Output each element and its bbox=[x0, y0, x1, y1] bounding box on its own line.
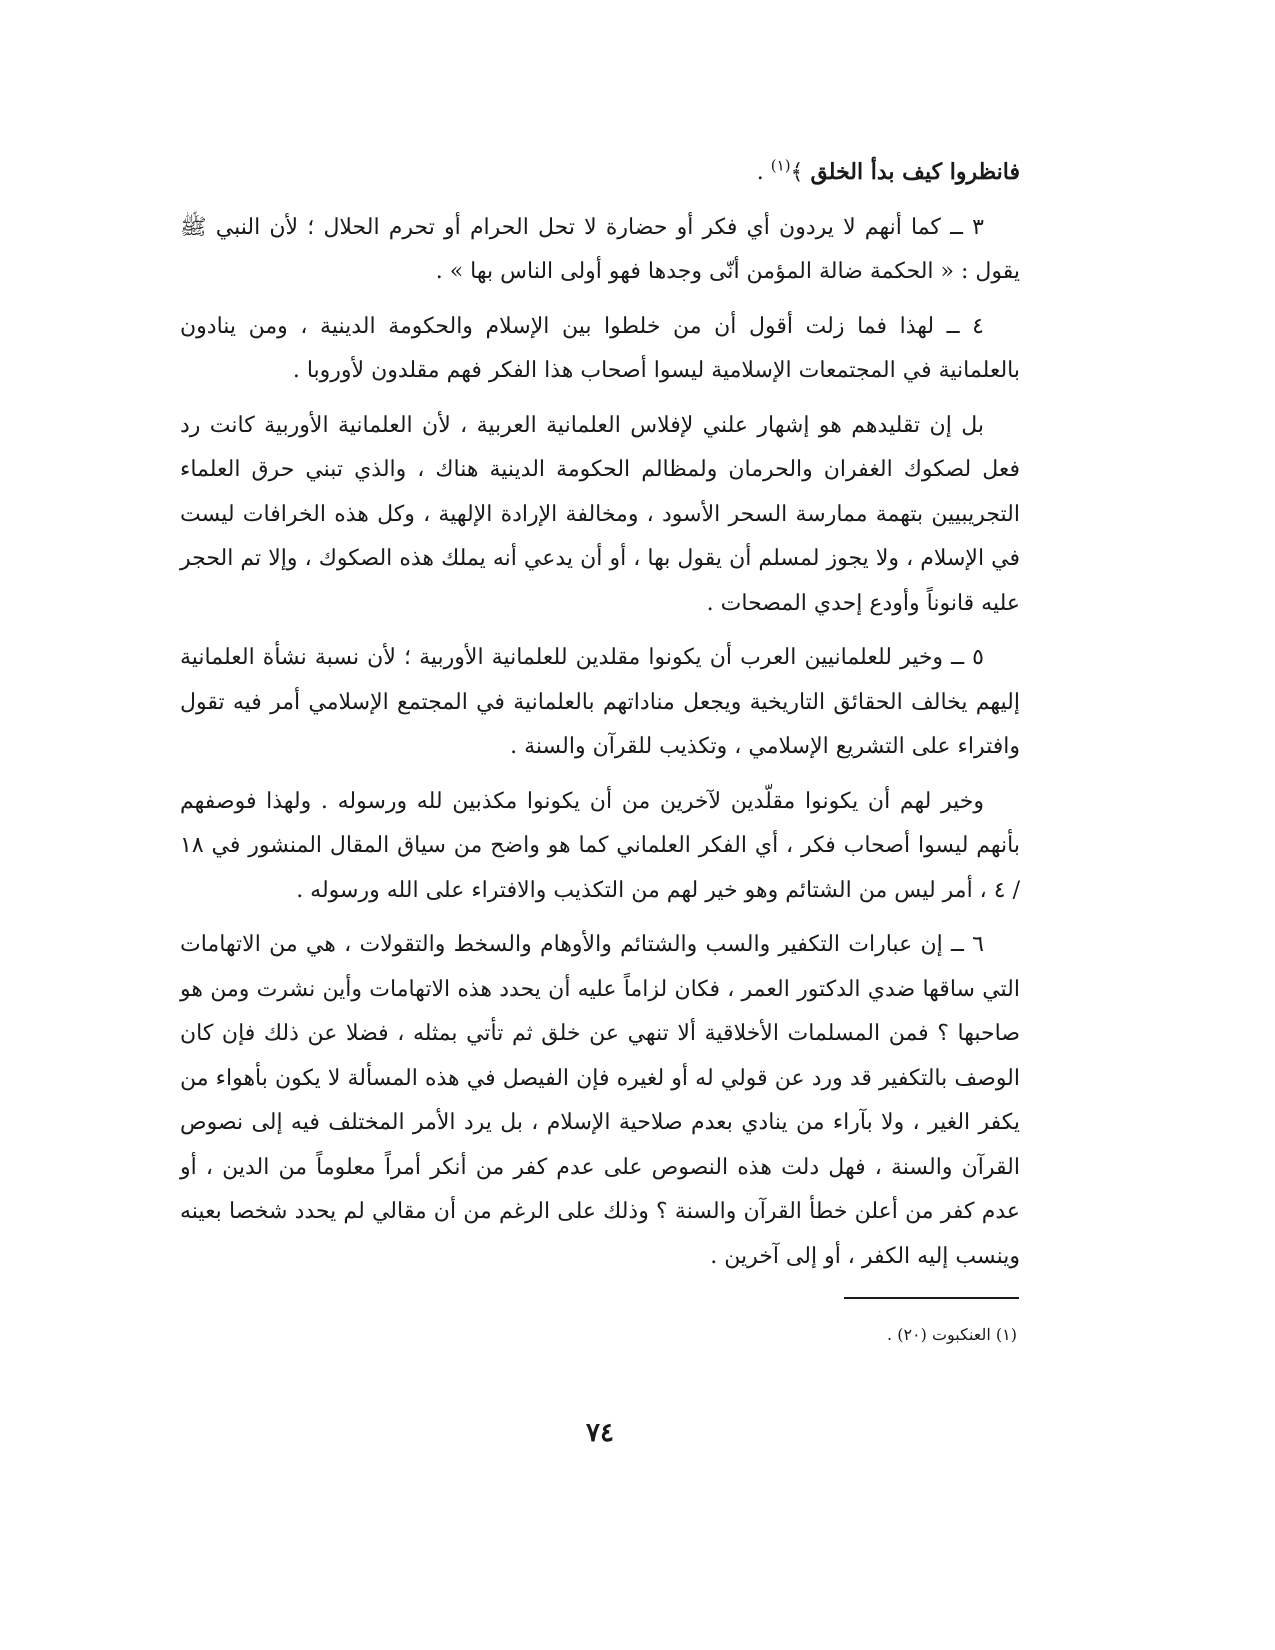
paragraph-5-continuation: وخير لهم أن يكونوا مقلّدين لآخرين من أن يكونوا مكذبين لله ورسوله . ولهذا فوصفهم بأنهم ليسوا أصحاب فكر ، أي الفكر العلماني كما هو واضح من سياق المقال المنشور في ١٨ / ٤ ، أمر ليس من الشتائم وهو خير لهم من التكذيب والافتراء على الله ورسوله . bbox=[180, 788, 1020, 903]
page-number: ٧٤ bbox=[586, 1418, 614, 1448]
paragraph-4: ٤ ــ لهذا فما زلت أقول أن من خلطوا بين الإسلام والحكومة الدينية ، ومن ينادون بالعلمانية في المجتمعات الإسلامية ليسوا أصحاب هذا الفكر فهم مقلدون لأوروبا . bbox=[180, 313, 1020, 383]
opening-line-end: . bbox=[756, 160, 771, 185]
paragraph-4-continuation: بل إن تقليدهم هو إشهار علني لإفلاس العلمانية العربية ، لأن العلمانية الأوربية كانت رد فعل لصكوك الغفران والحرمان ولمظالم الحكومة الدينية هناك ، والذي تبني حرق العلماء التجريبيين بتهمة ممارسة السحر الأسود ، ومخالفة الإرادة الإلهية ، وكل هذه الخرافات ليست في الإسلام ، ولا يجوز لمسلم أن يقول بها ، أو أن يدعي أنه يملك هذه الصكوك ، وإلا تم الحجر عليه قانوناً وأودع إحدي المصحات . bbox=[180, 412, 1020, 616]
footnote-divider bbox=[844, 1297, 1019, 1299]
paragraph-5: ٥ ــ وخير للعلمانيين العرب أن يكونوا مقلدين للعلمانية الأوربية ؛ لأن نسبة نشأة العلمانية إليهم يخالف الحقائق التاريخية ويجعل مناداتهم بالعلمانية في المجتمع الإسلامي أمر فيه تقول وافتراء على التشريع الإسلامي ، وتكذيب للقرآن والسنة . bbox=[180, 645, 1020, 759]
footnote-reference: (١) bbox=[770, 156, 791, 175]
main-text bbox=[180, 150, 1020, 1289]
paragraph-6: ٦ ــ إن عبارات التكفير والسب والشتائم والأوهام والسخط والتقولات ، هي من الاتهامات التي ساقها ضدي الدكتور العمر ، فكان لزاماً عليه أن يحدد هذه الاتهامات وأين نشرت ومن هو صاحبها ؟ فمن المسلمات الأخلاقية ألا تنهي عن خلق ثم تأتي بمثله ، فضلا عن ذلك فإن كان الوصف بالتكفير قد ورد عن قولي له أو لغيره فإن الفيصل في هذه المسألة لا يكون بأهواء من يكفر الغير ، ولا بآراء من ينادي بعدم صلاحية الإسلام ، بل يرد الأمر المختلف فيه إلى نصوص القرآن والسنة ، فهل دلت هذه النصوص على عدم كفر من أنكر أمراً معلوماً من الدين ، أو عدم كفر من أعلن خطأ القرآن والسنة ؟ وذلك على الرغم من أن مقالي لم يحدد شخصا بعينه وينسب إليه الكفر ، أو إلى آخرين . bbox=[180, 932, 1020, 1269]
quote-closing-ornament: ﴾ bbox=[790, 160, 804, 185]
quran-quote: فانظروا كيف بدأ الخلق bbox=[810, 159, 1020, 185]
paragraph-3: ٣ ــ كما أنهم لا يردون أي فكر أو حضارة لا تحل الحرام أو تحرم الحلال ؛ لأن النبي ﷺ يقول : « الحكمة ضالة المؤمن أنّى وجدها فهو أولى الناس بها » . bbox=[180, 214, 1020, 284]
footnote: (١) العنكبوت (٢٠) . bbox=[887, 1325, 1017, 1344]
opening-quote-line bbox=[180, 150, 1020, 196]
